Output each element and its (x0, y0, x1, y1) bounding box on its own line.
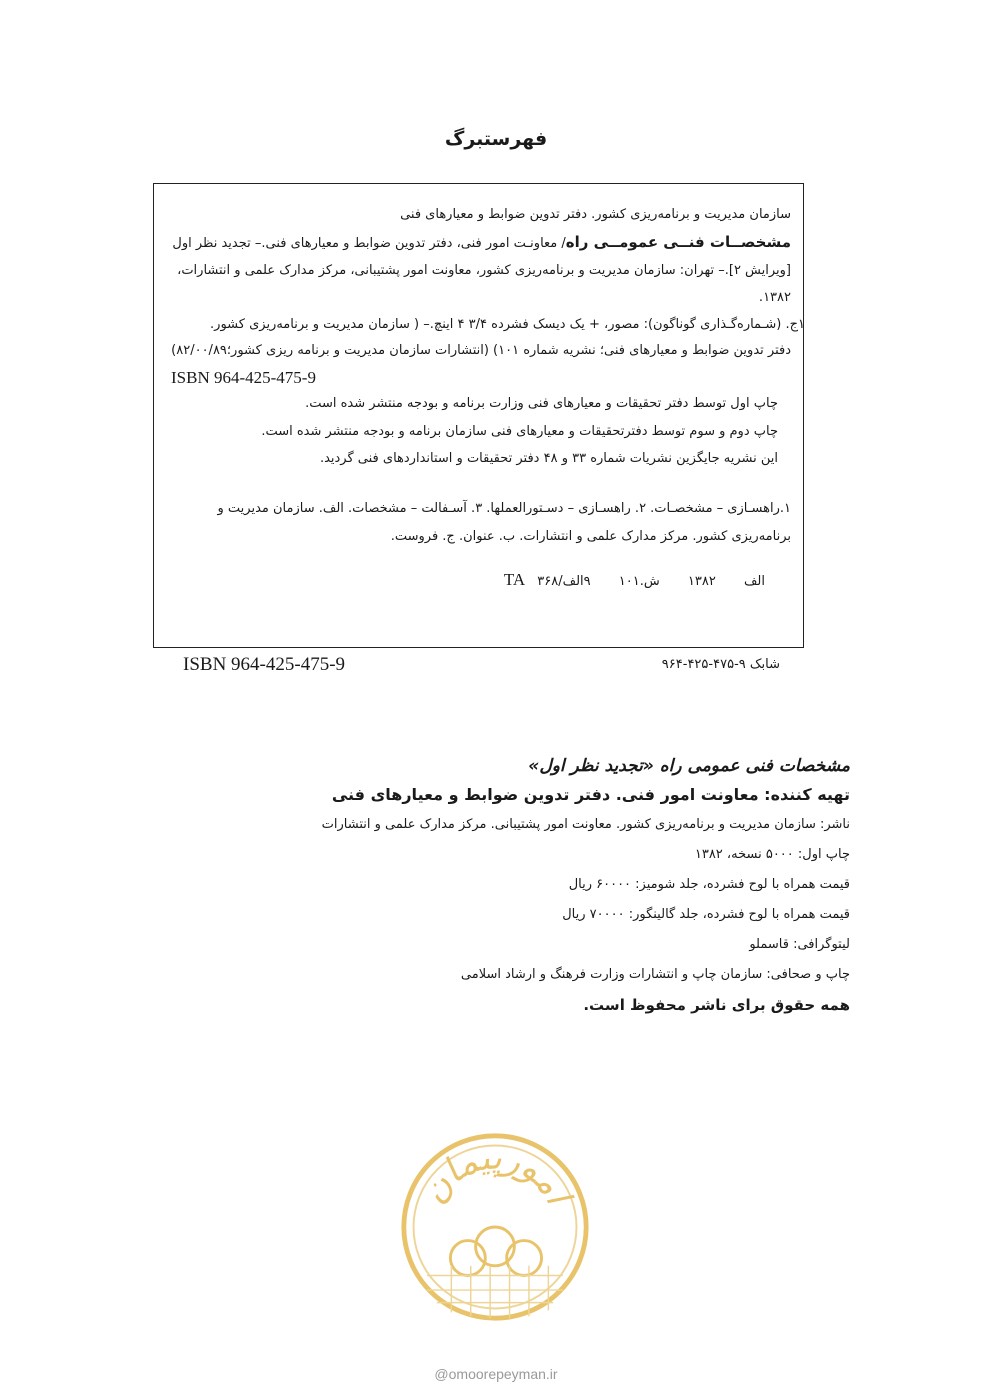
cip-line-7: چاپ دوم و سوم توسط دفترتحقیقات و معیارهای فنی سازمان برنامه و بودجه منتشر شده است. (261, 424, 778, 439)
isbn-latin: ISBN 964-425-475-9 (183, 654, 346, 675)
cip-line-1: سازمان مدیریت و برنامه‌ریزی کشور. دفتر تدوین ضوابط و معیارهای فنی (400, 207, 791, 222)
colophon-line: قیمت همراه با لوح فشرده، جلد گالینگور: ۷۰۰۰۰ ریال (562, 907, 850, 922)
colophon-line: چاپ و صحافی: سازمان چاپ و انتشارات وزارت فرهنگ و ارشاد اسلامی (460, 967, 850, 982)
cip-title-rest: / معاونـت امور فنی، دفتر تدوین ضوابط و معیارهای فنی.– تجدید نظر اول (172, 236, 566, 251)
colophon-line: ناشر: سازمان مدیریت و برنامه‌ریزی کشور. معاونت امور پشتیبانی. مرکز مدارک علمی و انتشارات (321, 817, 850, 832)
cip-title-line (172, 233, 791, 253)
cip-line-9: ۱.راهسـازی – مشخصـات. ۲. راهسـازی – دسـتورالعملها. ۳. آسـفالت – مشخصات. الف. سازمان مدیریت و (217, 501, 791, 516)
class-part: ش.۱۰۱ (618, 574, 660, 589)
cip-line-2: [ویرایش ۲].– تهران: سازمان مدیریت و برنامه‌ریزی کشور، معاونت امور پشتیبانی، مرکز مدارک علمی و انتشارات، (177, 263, 791, 278)
class-part: ۹الف/۳۶۸ (537, 574, 591, 589)
colophon (210, 752, 850, 1020)
watermark-logo-icon (398, 1130, 592, 1324)
cip-line-3: ۱۳۸۲. (758, 290, 791, 305)
cip-line-10: برنامه‌ریزی کشور. مرکز مدارک علمی و انتشارات. ب. عنوان. ج. فروست. (390, 529, 791, 544)
cip-line-8: این نشریه جایگزین نشریات شماره ۳۳ و ۴۸ دفتر تحقیقات و استانداردهای فنی گردید. (319, 451, 778, 466)
svg-text:امورپیمان (414, 1138, 580, 1214)
colophon-line: قیمت همراه با لوح فشرده، جلد شومیز: ۶۰۰۰۰ ریال (568, 877, 850, 892)
classification-row (504, 570, 765, 590)
colophon-title: مشخصات فنی عمومی راه «تجدید نظر اول» (528, 756, 850, 776)
colophon-rights: همه حقوق برای ناشر محفوظ است. (583, 996, 850, 1014)
cip-box (153, 183, 804, 648)
cip-line-4: ۱ج. (شـماره‌گـذاری گوناگون): مصور، + یک دیسک فشرده ۳/۴ ۴ اینچ.– ( سازمان مدیریت و برنامه‌ریزی کشور. (210, 317, 805, 332)
colophon-prepared-by: تهیه کننده: معاونت امور فنی. دفتر تدوین ضوابط و معیارهای فنی (331, 785, 850, 804)
cip-bold-title: مشخصــات فنــی عمومــی راه (565, 233, 791, 251)
class-part: الف (743, 574, 765, 589)
colophon-line: لیتوگرافی: قاسملو (749, 937, 850, 952)
cip-line-6: چاپ اول توسط دفتر تحقیقات و معیارهای فنی وزارت برنامه و بودجه منتشر شده است. (305, 396, 778, 411)
page-title: فهرستبرگ (444, 128, 548, 150)
cip-isbn: ISBN 964-425-475-9 (171, 368, 316, 387)
watermark-site: @omoorepeyman.ir (434, 1366, 558, 1382)
colophon-line: چاپ اول: ۵۰۰۰ نسخه، ۱۳۸۲ (694, 847, 850, 862)
class-prefix: TA (503, 570, 526, 589)
cip-line-5: دفتر تدوین ضوابط و معیارهای فنی؛ نشریه شماره ۱۰۱) (انتشارات سازمان مدیریت و برنامه ریزی کشور؛۸۲/۰۰/۸۹) (171, 343, 791, 358)
watermark-logo-text: امورپیمان (413, 1137, 578, 1211)
class-part: ۱۳۸۲ (687, 574, 716, 589)
isbn-persian: شابک ۹-۴۷۵-۴۲۵-۹۶۴ (661, 657, 780, 672)
